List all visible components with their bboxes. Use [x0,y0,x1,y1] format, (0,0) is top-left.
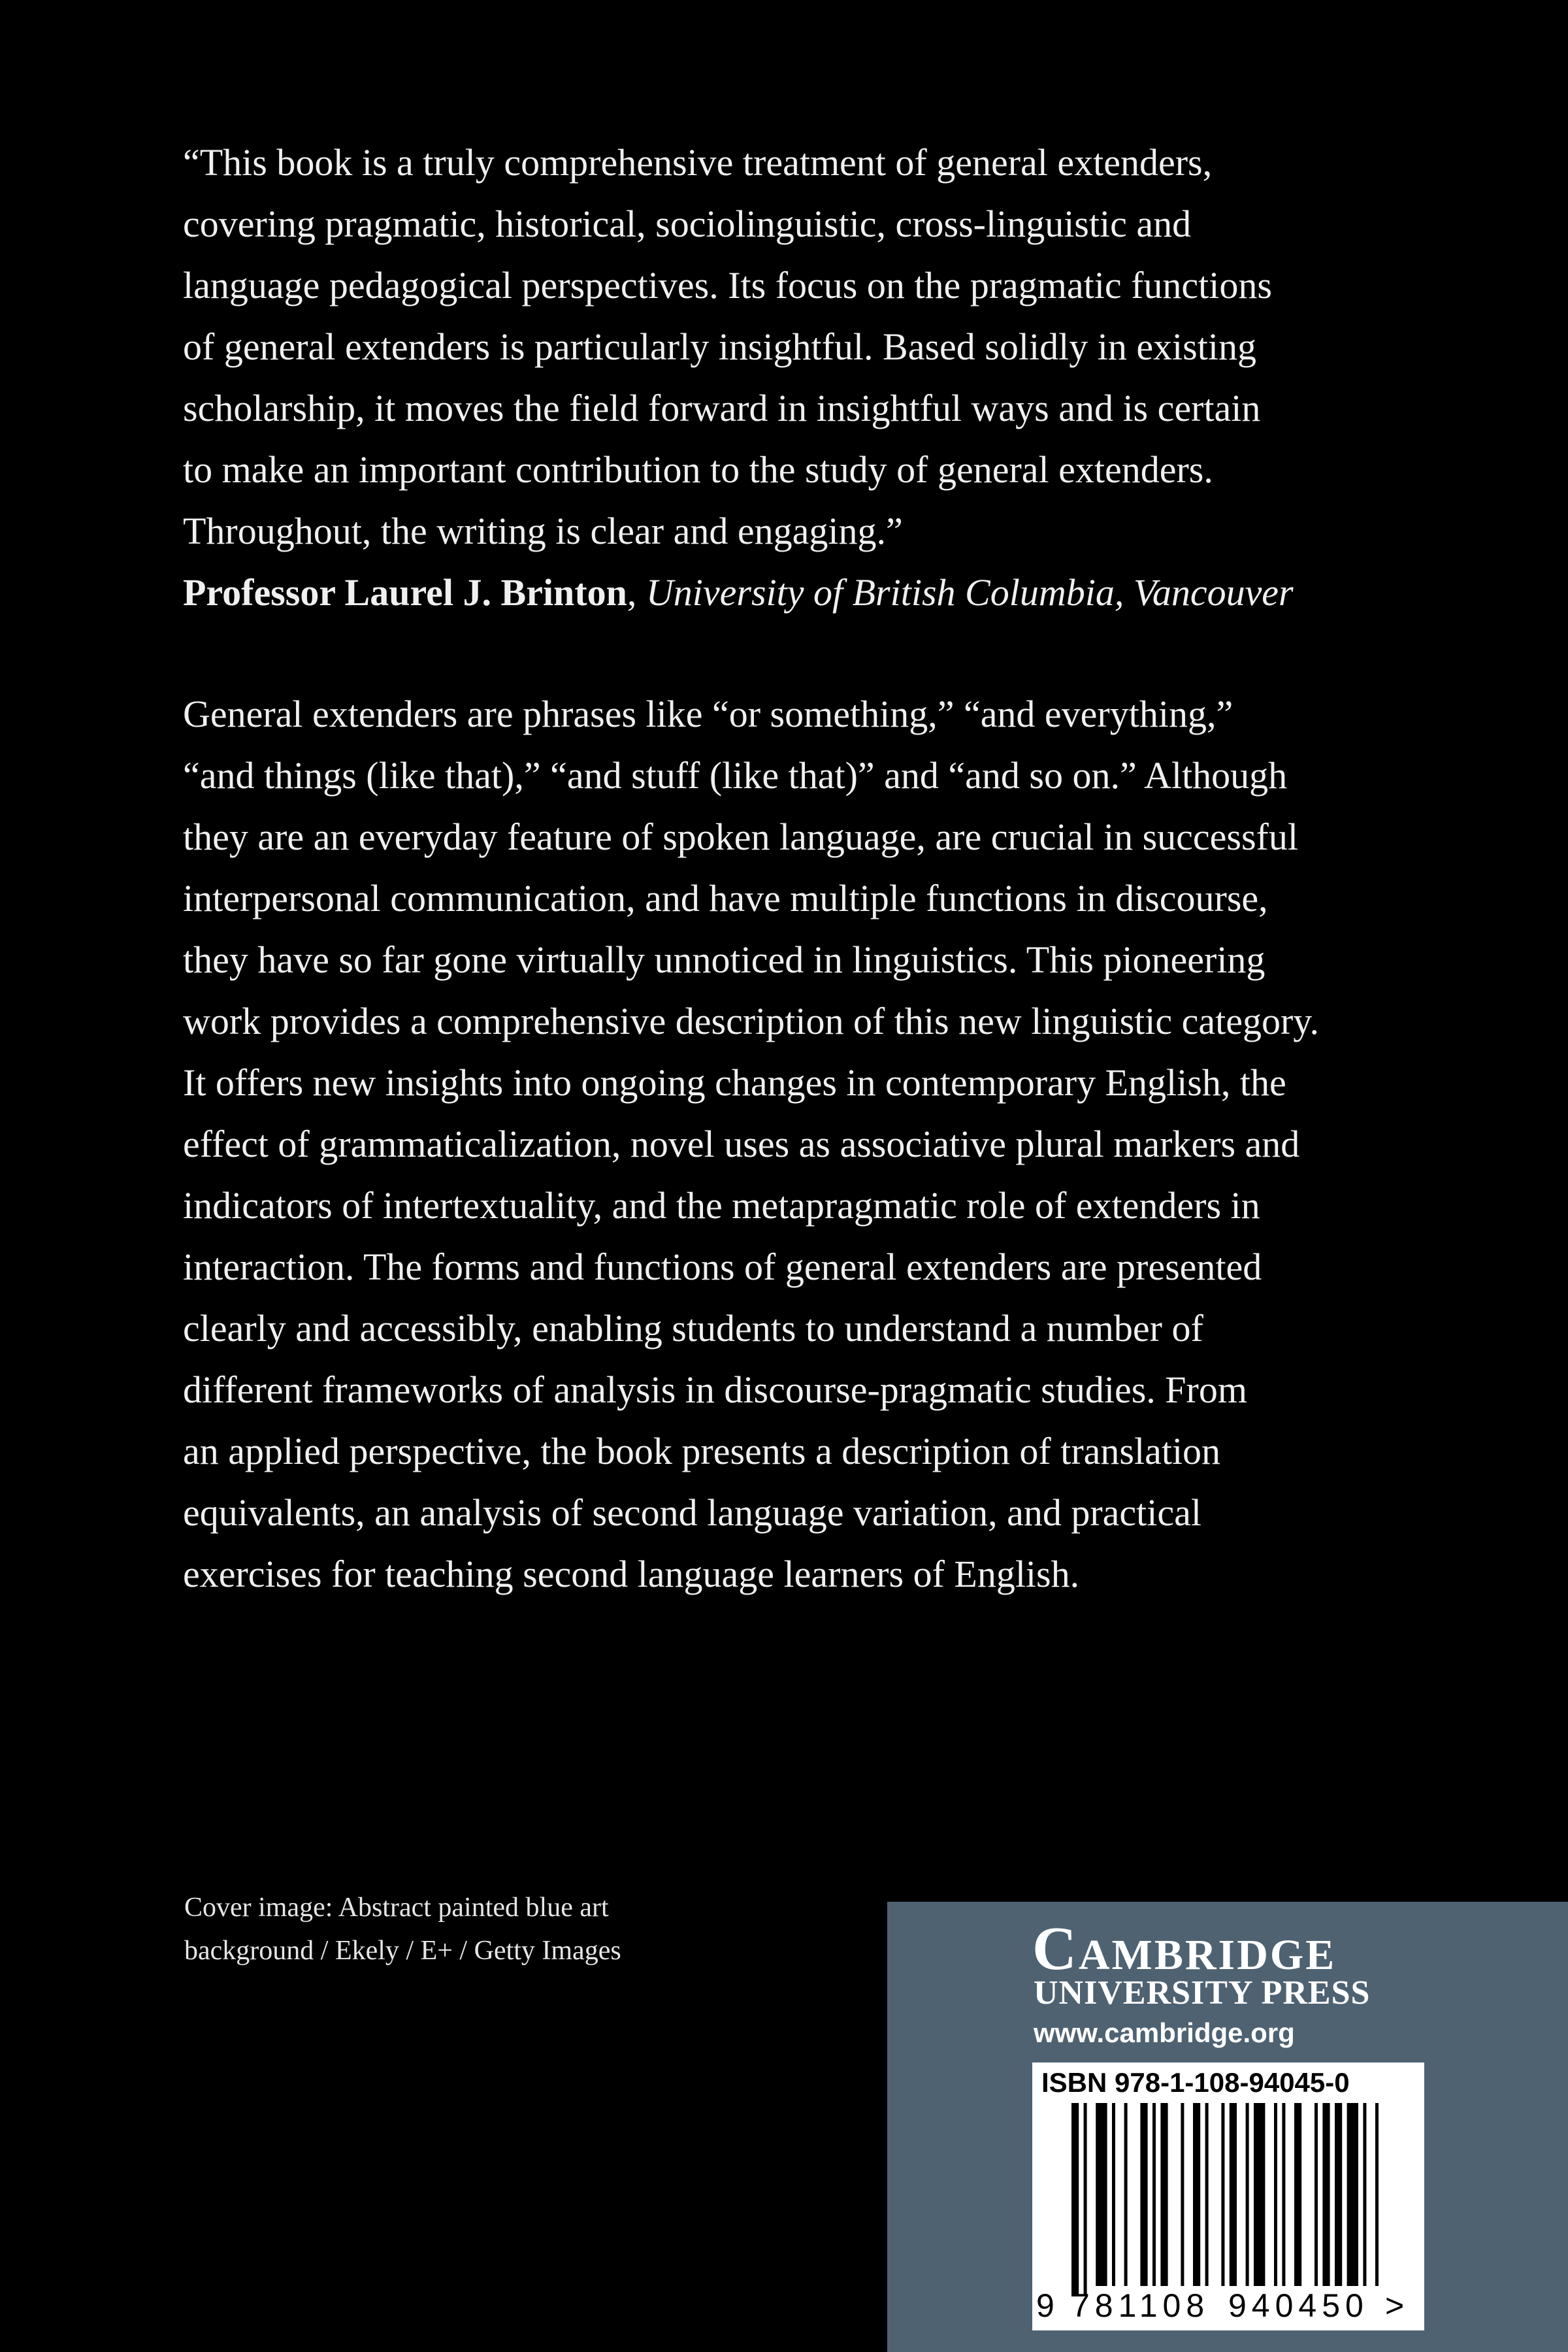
barcode-bar [1322,2103,1330,2286]
review-line: covering pragmatic, historical, sociolinguistic, cross-linguistic and [183,203,1192,245]
credit-line: Cover image: Abstract painted blue art [184,1893,609,1923]
barcode-bar [1375,2103,1379,2286]
barcode-bar [1096,2103,1107,2286]
isbn-barcode [1032,2062,1424,2330]
barcode-bar [1282,2103,1285,2286]
description-line: It offers new insights into ongoing changes in contemporary English, the [183,1061,1286,1104]
publisher-panel [887,1902,1568,2352]
barcode-bar [1193,2103,1200,2286]
barcode-bar [1347,2103,1358,2286]
description-line: effect of grammaticalization, novel uses as associative plural markers and [183,1123,1300,1165]
description-line: equivalents, an analysis of second language variation, and practical [183,1491,1201,1534]
barcode-bar [1181,2103,1184,2286]
reviewer-separator: , [627,571,646,614]
publisher-url[interactable]: www.cambridge.org [1034,2017,1295,2048]
review-line: “This book is a truly comprehensive treatment of general extenders, [183,141,1213,184]
barcode-bar [1274,2103,1277,2286]
reviewer-attribution [183,562,1411,623]
description-line: “and things (like that),” “and stuff (like that)” and “and so on.” Although [183,754,1288,797]
barcode-end-mark: > [1385,2287,1405,2324]
description-line: work provides a comprehensive description of this new linguistic category. [183,1000,1320,1042]
description-line: interaction. The forms and functions of general extenders are presented [183,1246,1262,1288]
review-line: to make an important contribution to the study of general extenders. [183,448,1213,491]
barcode-digit-group-right: 940450 [1228,2287,1369,2324]
barcode-bar [1254,2103,1265,2286]
isbn-label: ISBN 978-1-108-94045-0 [1041,2067,1350,2098]
description-line: indicators of intertextuality, and the metapragmatic role of extenders in [183,1184,1260,1227]
credit-line: background / Ekely / E+ / Getty Images [184,1936,621,1966]
description-line: they have so far gone virtually unnoticed in linguistics. This pioneering [183,938,1266,981]
barcode-bar [1315,2103,1318,2286]
barcode-bar [1140,2103,1147,2286]
publisher-name: Cambridge [1032,1915,1337,1983]
barcode-bar [1205,2103,1209,2286]
description-line: an applied perspective, the book presents a description of translation [183,1430,1221,1472]
barcode-bar [1071,2103,1079,2296]
description-line: General extenders are phrases like “or something,” “and everything,” [183,693,1233,735]
barcode-bar [1112,2103,1115,2286]
barcode-bar [1294,2103,1301,2286]
review-line: language pedagogical perspectives. Its focus on the pragmatic functions [183,264,1272,306]
review-quote [183,132,1411,623]
barcode-bar [1246,2103,1249,2286]
review-line: Throughout, the writing is clear and engaging.” [183,510,903,552]
description-line: they are an everyday feature of spoken language, are crucial in successful [183,816,1298,858]
publisher-subtitle: UNIVERSITY PRESS [1034,1974,1371,2012]
barcode-bar [1335,2103,1342,2286]
barcode-bar [1084,2103,1087,2296]
review-line: scholarship, it moves the field forward in insightful ways and is certain [183,387,1261,429]
description-line: exercises for teaching second language learners of English. [183,1553,1080,1595]
reviewer-name: Professor Laurel J. Brinton [183,571,627,614]
description-line: clearly and accessibly, enabling students to understand a number of [183,1307,1203,1350]
description-line: interpersonal communication, and have multiple functions in discourse, [183,877,1268,919]
book-description [183,684,1411,1605]
review-line: of general extenders is particularly insightful. Based solidly in existing [183,325,1256,368]
cover-image-credit [184,1886,838,1972]
reviewer-affiliation: University of British Columbia, Vancouver [645,571,1294,614]
barcode-bar [1363,2103,1366,2286]
description-line: different frameworks of analysis in discourse-pragmatic studies. From [183,1368,1247,1411]
barcode-bar [1221,2103,1224,2286]
barcode-lead-digit: 9 [1036,2287,1054,2324]
barcode-bar [1160,2103,1168,2286]
barcode-bar [1124,2103,1128,2286]
barcode-bar [1230,2103,1237,2286]
barcode-digit-group-left: 781108 [1071,2287,1210,2324]
barcode-bar [1152,2103,1156,2286]
